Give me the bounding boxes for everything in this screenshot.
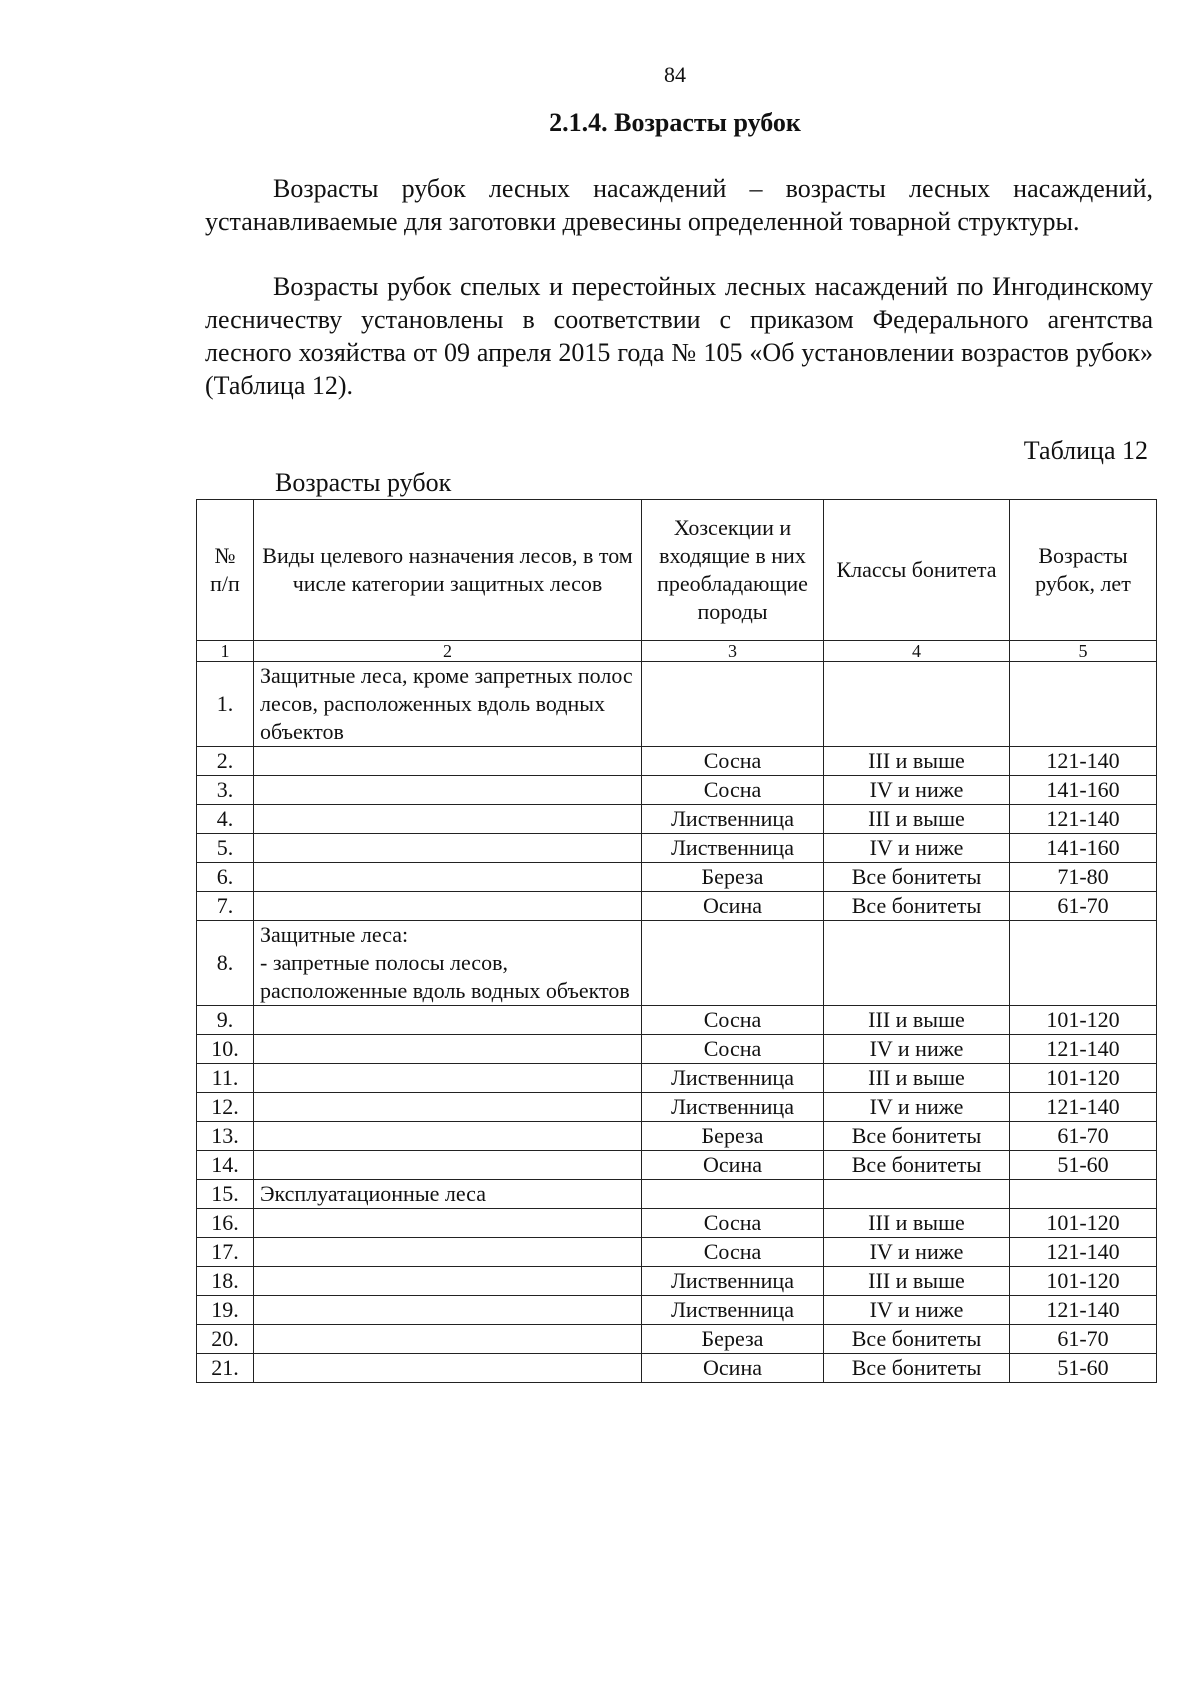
row-site-class: III и выше [824,1064,1010,1093]
row-species: Осина [642,1151,824,1180]
header-forest-purpose: Виды целевого назначения лесов, в том числе категории защитных лесов [254,500,642,641]
table-row [197,1267,1157,1296]
row-number: 8. [197,921,254,1006]
row-species: Сосна [642,1209,824,1238]
row-site-class: III и выше [824,1209,1010,1238]
row-cutting-age: 121-140 [1010,1238,1157,1267]
row-site-class: IV и ниже [824,1093,1010,1122]
row-number: 17. [197,1238,254,1267]
page-number: 84 [664,62,686,87]
column-number: 5 [1010,641,1157,662]
table-row [197,1006,1157,1035]
row-number: 20. [197,1325,254,1354]
row-site-class: III и выше [824,747,1010,776]
row-species: Лиственница [642,1093,824,1122]
table-row [197,1093,1157,1122]
row-forest-purpose [254,1035,642,1064]
table-row [197,805,1157,834]
row-forest-purpose [254,1267,642,1296]
row-species: Береза [642,1122,824,1151]
table-body [197,662,1157,1383]
section-heading: 2.1.4. Возрасты рубок [549,108,801,137]
row-site-class: Все бонитеты [824,1151,1010,1180]
row-number: 18. [197,1267,254,1296]
row-forest-purpose [254,805,642,834]
row-site-class: IV и ниже [824,1035,1010,1064]
row-site-class [824,921,1010,1006]
row-species: Сосна [642,1006,824,1035]
row-cutting-age: 121-140 [1010,1035,1157,1064]
row-forest-purpose: Защитные леса, кроме запретных полос лесов, расположенных вдоль водных объектов [254,662,642,747]
table-row [197,921,1157,1006]
row-species: Сосна [642,747,824,776]
table-row [197,1035,1157,1064]
row-site-class [824,662,1010,747]
row-cutting-age [1010,662,1157,747]
column-number: 3 [642,641,824,662]
row-forest-purpose [254,1354,642,1383]
table-row [197,1325,1157,1354]
row-cutting-age [1010,1180,1157,1209]
paragraph-definition: Возрасты рубок лесных насаждений – возрасты лесных насаждений, устанавливаемые для заготовки древесины определенной товарной структуры. [205,174,1153,236]
row-species [642,1180,824,1209]
row-cutting-age: 61-70 [1010,1325,1157,1354]
row-species: Лиственница [642,1064,824,1093]
row-number: 5. [197,834,254,863]
row-number: 16. [197,1209,254,1238]
table-row [197,662,1157,747]
row-species: Осина [642,1354,824,1383]
row-forest-purpose [254,1122,642,1151]
row-cutting-age: 71-80 [1010,863,1157,892]
row-cutting-age: 121-140 [1010,747,1157,776]
paragraph-order-reference: Возрасты рубок спелых и перестойных лесных насаждений по Ингодинскому лесничеству установлены в соответствии с приказом Федерального агентства лесного хозяйства от 09 апреля 2015 года № 105 «Об установлении возрастов рубок» (Таблица 12). [205,272,1153,400]
table-label: Таблица 12 [1023,436,1148,465]
row-number: 12. [197,1093,254,1122]
row-species: Лиственница [642,805,824,834]
column-number: 2 [254,641,642,662]
row-cutting-age: 101-120 [1010,1209,1157,1238]
row-forest-purpose [254,1325,642,1354]
table-row [197,1209,1157,1238]
row-species: Береза [642,863,824,892]
row-number: 14. [197,1151,254,1180]
table-row [197,1064,1157,1093]
table-row [197,776,1157,805]
row-forest-purpose: Защитные леса: - запретные полосы лесов, расположенные вдоль водных объектов [254,921,642,1006]
table-row [197,892,1157,921]
row-number: 21. [197,1354,254,1383]
row-site-class: III и выше [824,1267,1010,1296]
row-cutting-age: 101-120 [1010,1064,1157,1093]
row-number: 13. [197,1122,254,1151]
cutting-ages-table [196,499,1157,1383]
table-row [197,1354,1157,1383]
row-cutting-age: 101-120 [1010,1267,1157,1296]
row-species: Сосна [642,1238,824,1267]
table-header-row [197,500,1157,641]
row-site-class: III и выше [824,1006,1010,1035]
row-forest-purpose [254,863,642,892]
row-number: 1. [197,662,254,747]
row-site-class: Все бонитеты [824,1122,1010,1151]
row-forest-purpose [254,776,642,805]
row-forest-purpose [254,1209,642,1238]
column-number: 4 [824,641,1010,662]
table-row [197,1122,1157,1151]
row-cutting-age: 141-160 [1010,776,1157,805]
row-species: Лиственница [642,834,824,863]
header-site-class: Классы бонитета [824,500,1010,641]
row-site-class [824,1180,1010,1209]
row-site-class: IV и ниже [824,776,1010,805]
row-forest-purpose [254,1093,642,1122]
row-forest-purpose [254,1238,642,1267]
row-forest-purpose [254,834,642,863]
row-cutting-age: 51-60 [1010,1354,1157,1383]
row-species [642,921,824,1006]
table-title: Возрасты рубок [275,468,452,497]
row-number: 4. [197,805,254,834]
row-site-class: IV и ниже [824,1238,1010,1267]
row-species [642,662,824,747]
row-cutting-age [1010,921,1157,1006]
table-row [197,863,1157,892]
row-forest-purpose [254,1064,642,1093]
row-cutting-age: 101-120 [1010,1006,1157,1035]
column-number: 1 [197,641,254,662]
row-number: 6. [197,863,254,892]
row-forest-purpose [254,892,642,921]
row-cutting-age: 121-140 [1010,1093,1157,1122]
header-species: Хозсекции и входящие в них преобладающие породы [642,500,824,641]
row-species: Лиственница [642,1296,824,1325]
table-row [197,1151,1157,1180]
row-species: Сосна [642,1035,824,1064]
row-site-class: Все бонитеты [824,892,1010,921]
table-row [197,1180,1157,1209]
row-species: Береза [642,1325,824,1354]
row-number: 11. [197,1064,254,1093]
row-species: Лиственница [642,1267,824,1296]
row-species: Сосна [642,776,824,805]
row-number: 7. [197,892,254,921]
table-row [197,1238,1157,1267]
row-cutting-age: 141-160 [1010,834,1157,863]
row-site-class: III и выше [824,805,1010,834]
row-cutting-age: 61-70 [1010,1122,1157,1151]
row-number: 10. [197,1035,254,1064]
row-species: Осина [642,892,824,921]
table-row [197,834,1157,863]
row-site-class: IV и ниже [824,834,1010,863]
row-number: 9. [197,1006,254,1035]
row-forest-purpose [254,1151,642,1180]
table-row [197,747,1157,776]
row-number: 19. [197,1296,254,1325]
row-site-class: Все бонитеты [824,863,1010,892]
row-site-class: Все бонитеты [824,1354,1010,1383]
header-number: № п/п [197,500,254,641]
row-site-class: Все бонитеты [824,1325,1010,1354]
header-cutting-age: Возрасты рубок, лет [1010,500,1157,641]
row-forest-purpose [254,1006,642,1035]
row-forest-purpose [254,1296,642,1325]
row-site-class: IV и ниже [824,1296,1010,1325]
row-cutting-age: 121-140 [1010,805,1157,834]
column-number-row [197,641,1157,662]
row-number: 3. [197,776,254,805]
row-cutting-age: 121-140 [1010,1296,1157,1325]
row-cutting-age: 51-60 [1010,1151,1157,1180]
row-cutting-age: 61-70 [1010,892,1157,921]
row-number: 15. [197,1180,254,1209]
row-forest-purpose: Эксплуатационные леса [254,1180,642,1209]
table-row [197,1296,1157,1325]
row-forest-purpose [254,747,642,776]
row-number: 2. [197,747,254,776]
